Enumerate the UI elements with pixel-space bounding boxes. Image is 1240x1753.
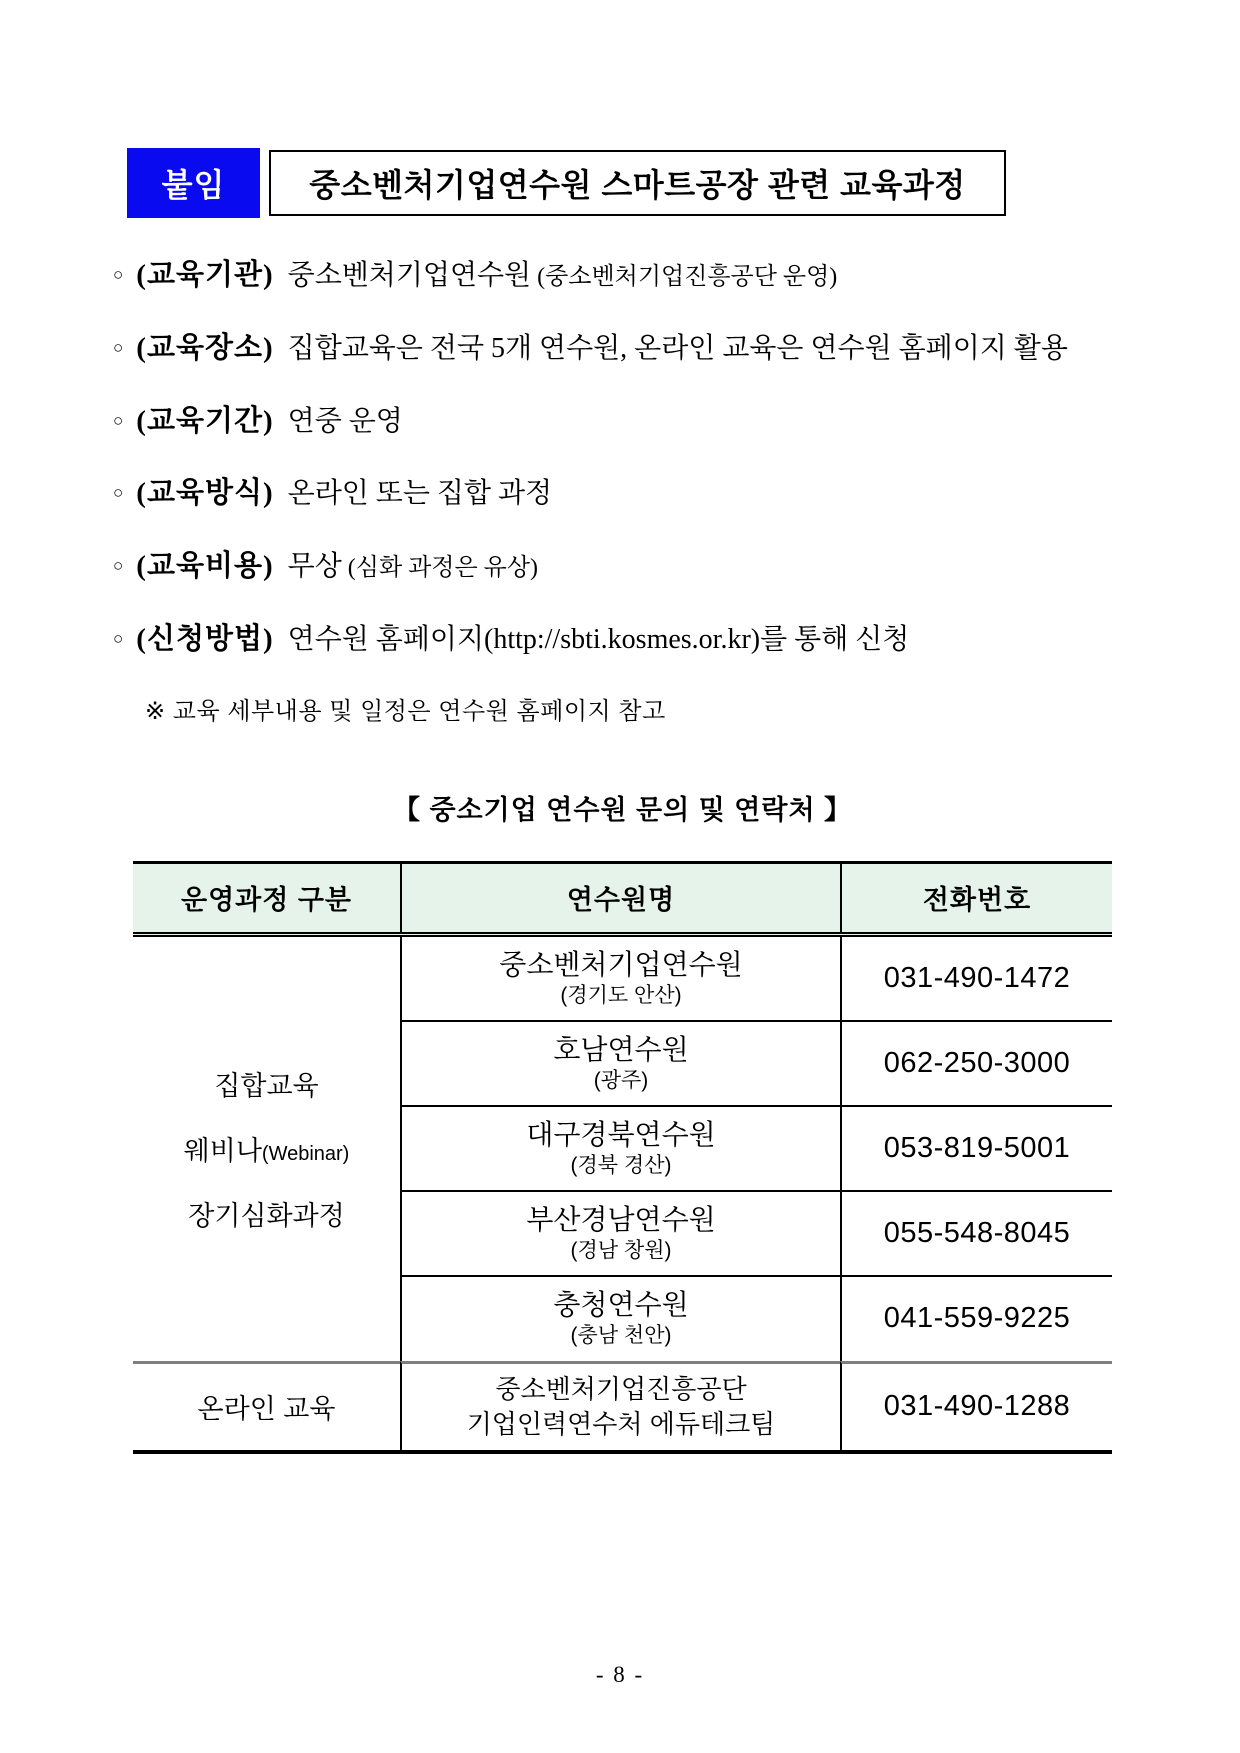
table-row-phone: 031-490-1472 [840, 937, 1112, 1022]
category-line [184, 1129, 350, 1168]
bullet-text: 온라인 또는 집합 과정 [287, 478, 553, 510]
table-body [133, 937, 1112, 1450]
table-row-center-name [400, 937, 840, 1022]
center-name: 호남연수원 [553, 1033, 689, 1065]
bullet-label: (교육기관) [136, 259, 274, 291]
bullet-circle-icon: ○ [113, 483, 124, 503]
center-location: (경남 창원) [570, 1238, 672, 1262]
category-cell-group-training [133, 937, 400, 1361]
bullet-label: (교육기간) [136, 404, 274, 437]
bullet-circle-icon: ○ [113, 628, 124, 648]
column-header-phone: 전화번호 [840, 864, 1112, 932]
bullet-cost [113, 549, 1180, 584]
bullet-subtext: (심화 과정은 유상) [347, 555, 539, 582]
bullet-list [113, 258, 1180, 657]
table-row-phone: 041-559-9225 [840, 1277, 1112, 1361]
table-row-phone: 031-490-1288 [840, 1361, 1112, 1450]
bullet-apply [113, 622, 1180, 657]
bullet-subtext: (중소벤처기업진흥공단 운영) [537, 264, 838, 290]
bullet-text: 연수원 홈페이지(http://sbti.kosmes.or.kr)를 통해 신청 [287, 623, 910, 655]
bullet-label: (신청방법) [136, 622, 274, 655]
reference-note: ※ 교육 세부내용 및 일정은 연수원 홈페이지 참고 [145, 697, 666, 725]
category-cell-online: 온라인 교육 [133, 1361, 400, 1450]
bullet-circle-icon: ○ [113, 410, 124, 430]
contact-table [133, 861, 1112, 1454]
column-header-center-name: 연수원명 [400, 864, 840, 932]
bullet-method [113, 476, 1180, 511]
attachment-badge: 붙임 [127, 148, 260, 218]
bullet-period [113, 404, 1180, 439]
category-line-main: 웨비나 [183, 1136, 262, 1167]
page-title: 중소벤처기업연수원 스마트공장 관련 교육과정 [269, 150, 1006, 216]
center-name: 대구경북연수원 [526, 1118, 716, 1150]
center-location: (경북 경산) [570, 1153, 672, 1177]
column-header-category: 운영과정 구분 [181, 885, 352, 916]
table-title: 【 중소기업 연수원 문의 및 연락처 】 [392, 794, 853, 825]
table-row-phone: 053-819-5001 [840, 1107, 1112, 1192]
table-row-center-name [400, 1107, 840, 1192]
bullet-text: 중소벤처기업연수원 [287, 260, 532, 291]
category-line: 장기심화과정 [188, 1201, 345, 1232]
center-name: 충청연수원 [553, 1289, 689, 1321]
table-row-phone: 062-250-3000 [840, 1022, 1112, 1107]
table-header-row [133, 861, 1112, 937]
bullet-label: (교육비용) [136, 550, 274, 583]
page-number: - 8 - [595, 1662, 645, 1687]
center-location: (충남 천안) [570, 1324, 672, 1348]
center-name: 기업인력연수처 에듀테크팀 [466, 1408, 776, 1439]
bullet-circle-icon: ○ [113, 556, 124, 576]
bullet-text: 연중 운영 [287, 405, 403, 437]
table-row-center-name [400, 1277, 840, 1361]
bullet-label: (교육장소) [136, 331, 274, 364]
category-line-sub: (Webinar) [261, 1143, 350, 1166]
bullet-circle-icon: ○ [113, 265, 124, 284]
bullet-label: (교육방식) [136, 477, 274, 510]
center-name: 부산경남연수원 [526, 1203, 716, 1235]
center-name: 중소벤처기업연수원 [499, 948, 743, 980]
center-location: (경기도 안산) [560, 983, 682, 1007]
table-row-center-name [400, 1361, 840, 1450]
bullet-text: 무상 [287, 551, 342, 583]
center-location: (광주) [593, 1068, 649, 1092]
table-row-center-name [400, 1192, 840, 1277]
center-name: 중소벤처기업진흥공단 [495, 1373, 747, 1404]
category-line: 집합교육 [214, 1071, 319, 1102]
document-header [127, 148, 1240, 218]
table-row-center-name [400, 1022, 840, 1107]
bullet-circle-icon: ○ [113, 337, 124, 357]
bullet-institution [113, 258, 1180, 293]
bullet-location [113, 331, 1180, 366]
bullet-text: 집합교육은 전국 5개 연수원, 온라인 교육은 연수원 홈페이지 활용 [287, 332, 1068, 364]
table-row-phone: 055-548-8045 [840, 1192, 1112, 1277]
